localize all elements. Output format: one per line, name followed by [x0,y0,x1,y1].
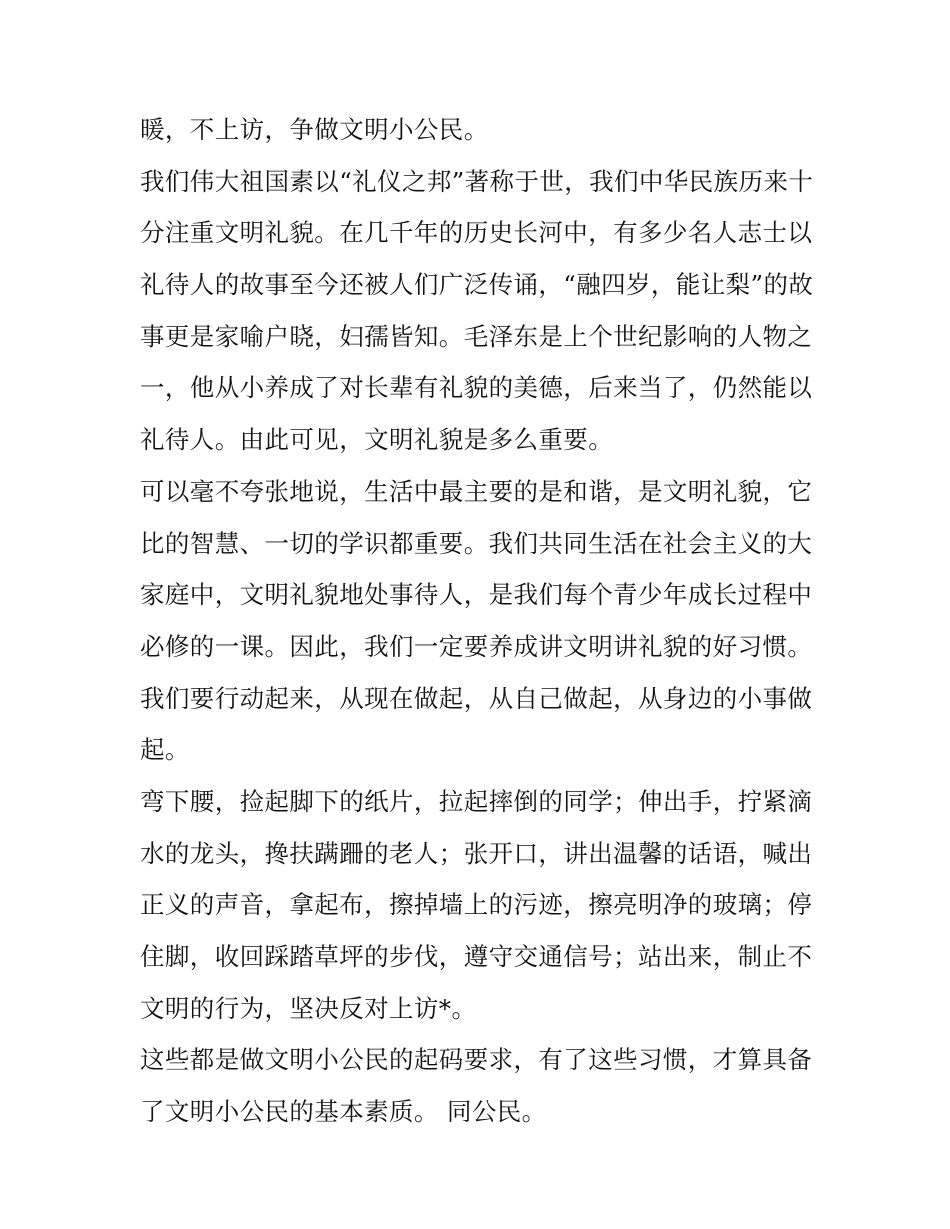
text-line: 家庭中，文明礼貌地处事待人，是我们每个青少年成长过程中 [140,580,813,610]
text-line: 礼待人的故事至今还被人们广泛传诵，“融四岁，能让梨”的故 [140,270,814,300]
text-line: 事更是家喻户晓，妇孺皆知。毛泽东是上个世纪影响的人物之 [140,321,813,351]
text-line: 住脚，收回踩踏草坪的步伐，遵守交通信号；站出来，制止不 [140,942,813,971]
text-line: 暖，不上访，争做文明小公民。 [140,115,489,144]
text-line: 起。 [140,735,190,765]
text-line: 我们要行动起来，从现在做起，从自己做起，从身边的小事做 [140,683,813,713]
text-line: 可以毫不夸张地说，生活中最主要的是和谐，是文明礼貌，它 [140,476,813,506]
text-line: 必修的一课。因此，我们一定要养成讲文明讲礼貌的好习惯。 [140,631,813,661]
text-line: 我们伟大祖国素以“礼仪之邦”著称于世，我们中华民族历来十 [140,166,814,196]
text-line: 弯下腰，捡起脚下的纸片，拉起摔倒的同学；伸出手，拧紧滴 [140,786,813,816]
text-line: 水的龙头，搀扶蹒跚的老人；张开口，讲出温馨的话语，喊出 [140,838,813,868]
text-line: 这些都是做文明小公民的起码要求，有了这些习惯，才算具备 [140,1045,813,1075]
text-line: 正义的声音，拿起布，擦掉墙上的污迹，擦亮明净的玻璃；停 [140,890,813,920]
document-body-text [140,104,820,1138]
text-line: 分注重文明礼貌。在几千年的历史长河中，有多少名人志士以 [140,218,813,248]
text-line: 礼待人。由此可见，文明礼貌是多么重要。 [140,425,614,455]
text-line: 文明的行为，坚决反对上访*。 [140,993,477,1023]
text-line: 了文明小公民的基本素质。 同公民。 [140,1097,547,1127]
text-line: 一，他从小养成了对长辈有礼貌的美德，后来当了，仍然能以 [140,373,813,403]
text-line: 比的智慧、一切的学识都重要。我们共同生活在社会主义的大 [140,528,813,558]
